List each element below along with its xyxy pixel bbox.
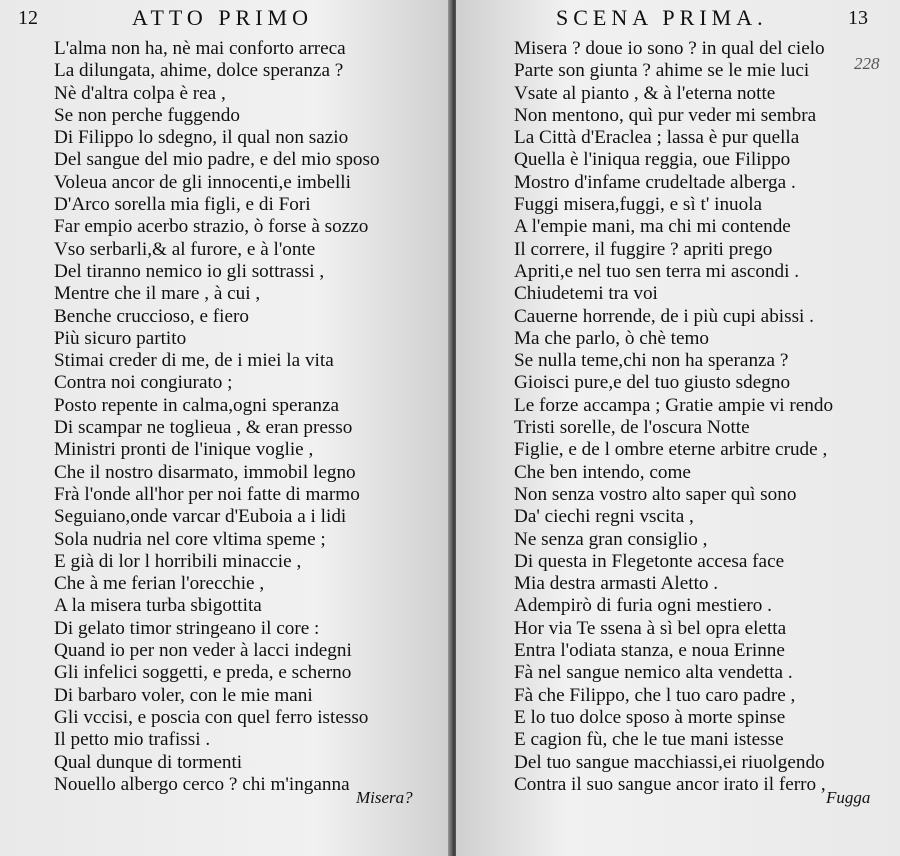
right-page [456,0,900,856]
verse-line: Sola nudria nel core vltima speme ; [54,528,326,550]
verse-line: La Città d'Eraclea ; lassa è pur quella [514,127,800,149]
left-running-head: ATTO PRIMO [132,5,314,30]
verse-line: Ne senza gran consiglio , [514,528,708,550]
verse-line: Quand io per non veder à lacci indegni [54,640,352,662]
verse-line: Il petto mio trafissi . [54,729,211,751]
verse-line: Di Filippo lo sdegno, il qual non sazio [54,127,349,149]
verse-line: Che ben intendo, come [514,461,691,483]
verse-line: Qual dunque di tormenti [54,751,243,773]
verse-line: Tristi sorelle, de l'oscura Notte [514,417,750,439]
verse-line: L'alma non ha, nè mai conforto arreca [54,38,346,59]
verse-line: Se non perche fuggendo [54,104,240,126]
right-running-head: SCENA PRIMA. [556,5,768,30]
verse-line: Benche cruccioso, e fiero [54,305,249,327]
verse-line: Del tiranno nemico io gli sottrassi , [54,260,325,282]
verse-line: Parte son giunta ? ahime se le mie luci [514,60,810,82]
verse-line: Mostro d'infame crudeltade alberga . [514,171,796,193]
verse-line: Il correre, il fuggire ? apriti prego [514,238,773,260]
verse-line: Cauerne horrende, de i più cupi abissi . [514,305,814,327]
verse-line: Di gelato timor stringeano il core : [54,617,320,639]
verse-line: Non senza vostro alto saper quì sono [514,483,797,505]
verse-line: Del sangue del mio padre, e del mio sposo [54,149,380,171]
verse-line: E lo tuo dolce sposo à morte spinse [514,706,786,728]
verse-line: Di questa in Flegetonte accesa face [514,550,785,572]
verse-line: Vso serbarli,& al furore, e à l'onte [54,238,316,260]
verse-line: Vsate al pianto , & à l'eterna notte [514,82,776,104]
verse-line: Figlie, e de l ombre eterne arbitre crude , [514,439,828,461]
verse-line: E già di lor l horribili minaccie , [54,550,302,572]
verse-line: Far empio acerbo strazio, ò forse à sozzo [54,216,369,238]
verse-line: Voleua ancor de gli innocenti,e imbelli [54,171,351,193]
verse-line: Da' ciechi regni vscita , [514,506,694,528]
verse-line: Le forze accampa ; Gratie ampie vi rendo [514,394,834,416]
right-catchword: Fugga [826,788,871,807]
verse-line: Gli infelici soggetti, e preda, e scherno [54,662,352,684]
verse-line: Di scampar ne toglieua , & eran presso [54,417,353,439]
verse-line: Fuggi misera,fuggi, e sì t' inuola [514,194,763,216]
verse-line: Hor via Te ssena à sì bel opra eletta [514,617,787,639]
verse-line: Contra il suo sangue ancor irato il ferro , [514,773,826,795]
verse-line: Posto repente in calma,ogni speranza [54,394,340,416]
left-verse-block [54,38,380,796]
verse-line: A l'empie mani, ma chi mi contende [514,216,791,238]
verse-line: E cagion fù, che le tue mani istesse [514,729,784,751]
left-catchword: Misera? [356,788,413,807]
verse-line: Che il nostro disarmato, immobil legno [54,461,356,483]
verse-line: Che à me ferian l'orecchie , [54,573,265,595]
verse-line: Fà che Filippo, che l tuo caro padre , [514,684,796,706]
verse-line: Apriti,e nel tuo sen terra mi ascondi . [514,260,800,282]
verse-line: Nè d'altra colpa è rea , [54,82,226,104]
verse-line: Stimai creder di me, de i miei la vita [54,350,334,372]
verse-line: Gioisci pure,e del tuo giusto sdegno [514,372,791,394]
verse-line: Chiudetemi tra voi [514,283,658,305]
verse-line: Gli vccisi, e poscia con quel ferro istesso [54,706,369,728]
verse-line: Non mentono, quì pur veder mi sembra [514,104,817,126]
verse-line: Nouello albergo cerco ? chi m'inganna [54,773,350,795]
right-page-number: 13 [848,7,868,29]
verse-line: Se nulla teme,chi non ha speranza ? [514,350,789,372]
verse-line: Mentre che il mare , à cui , [54,283,261,305]
verse-line: Del tuo sangue macchiassi,ei riuolgendo [514,751,825,773]
verse-line: Entra l'odiata stanza, e noua Erinne [514,640,785,662]
verse-line: Più sicuro partito [54,327,187,349]
verse-line: Adempirò di furia ogni mestiero . [514,595,772,617]
verse-line: Ministri pronti de l'inique voglie , [54,439,314,461]
verse-line: D'Arco sorella mia figli, e di Fori [54,194,311,216]
verse-line: La dilungata, ahime, dolce speranza ? [54,60,344,82]
verse-line: Seguiano,onde varcar d'Euboia a i lidi [54,506,347,528]
verse-line: Misera ? doue io sono ? in qual del cielo [514,38,825,59]
verse-line: Frà l'onde all'hor per noi fatte di marmo [54,483,360,505]
verse-line: A la misera turba sbigottita [54,595,262,617]
left-page-number: 12 [18,7,38,29]
handwritten-margin-note: 228 [854,54,880,73]
verse-line: Di barbaro voler, con le mie mani [54,684,313,706]
verse-line: Ma che parlo, ò chè temo [514,327,709,349]
verse-line: Contra noi congiurato ; [54,372,233,394]
verse-line: Fà nel sangue nemico alta vendetta . [514,662,793,684]
right-verse-block [514,38,833,796]
verse-line: Mia destra armasti Aletto . [514,573,719,595]
verse-line: Quella è l'iniqua reggia, oue Filippo [514,149,791,171]
